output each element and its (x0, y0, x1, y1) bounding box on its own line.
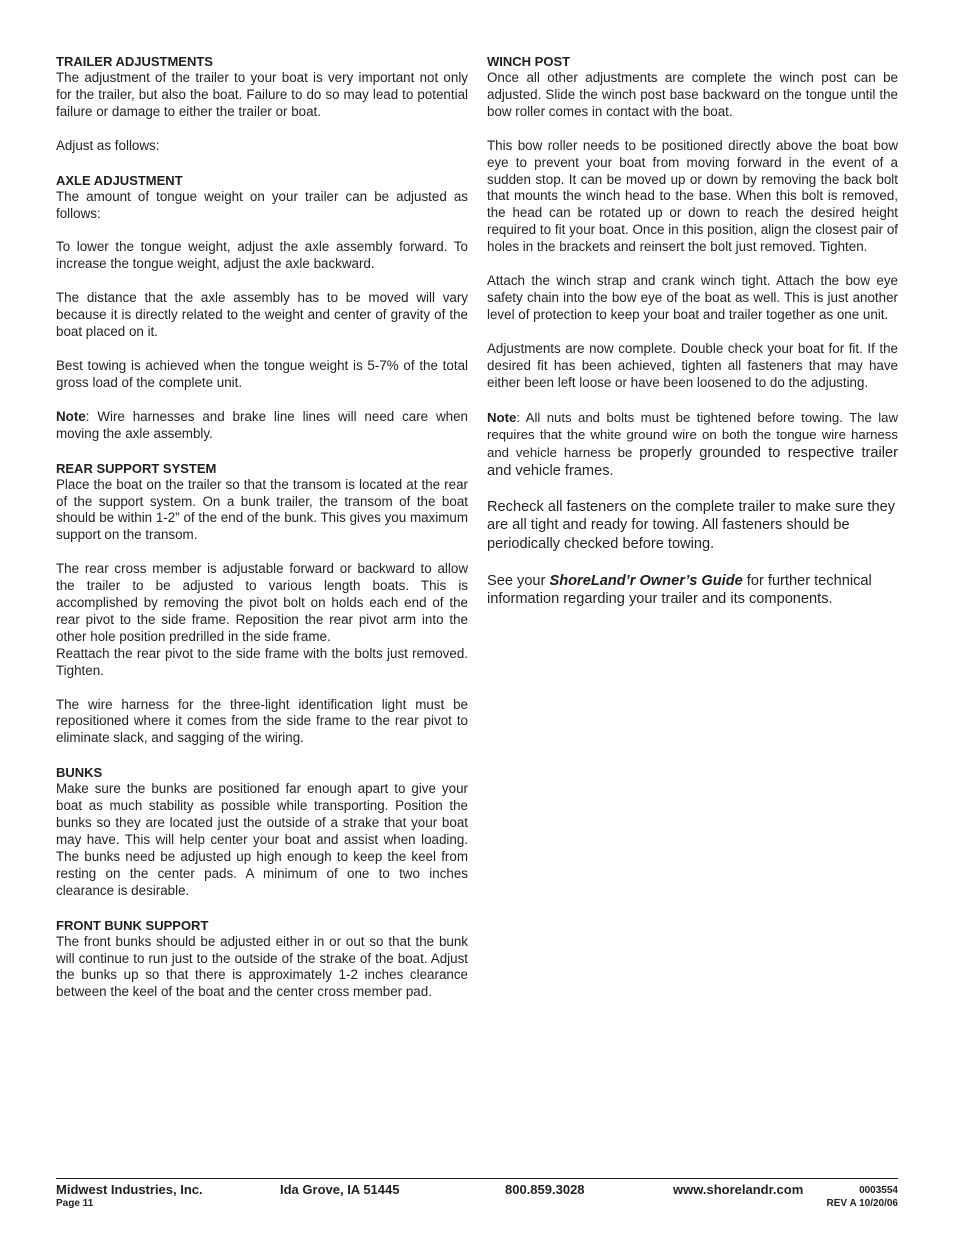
section-heading-front-bunk-support: FRONT BUNK SUPPORT (56, 917, 209, 933)
right-column (487, 53, 898, 627)
recheck-paragraph: Recheck all fasteners on the complete trailer to make sure they are all tight and ready for towing. All fasteners should be periodically checked before towing. (487, 498, 896, 552)
guide-pre-text: See your (487, 572, 550, 589)
paragraph: This bow roller needs to be positioned directly above the boat bow eye to prevent your boat from moving forward in the event of a sudden stop. It can be moved up or down by removing the back bolt that mounts the winch head to the base. When this bolt is removed, the head can be rotated up or down to reach the desired height required to fit your boat. Once in this position, align the closest pair of holes in the brackets and reinsert the bolt just removed. Tighten. (487, 137, 898, 255)
section-heading-winch-post: WINCH POST (487, 54, 571, 69)
section-heading-trailer-adjustments: TRAILER ADJUSTMENTS (56, 54, 213, 69)
paragraph: The wire harness for the three-light identification light must be repositioned where it comes from the side frame to the rear pivot to eliminate slack, and sagging of the wiring. (56, 696, 468, 746)
paragraph: Attach the winch strap and crank winch tight. Attach the bow eye safety chain into the bow eye of the boat as well. This is just another level of protection to keep your boat and trailer together as one unit. (487, 273, 898, 322)
footer-city: Ida Grove, IA 51445 (280, 1182, 400, 1197)
note-text: : All nuts and bolts must be tightened before towing. The law requires that the white ground wire on both the tongue wire harness and vehicle harness be (487, 409, 898, 460)
paragraph: Make sure the bunks are positioned far enough apart to give your boat as much stability as possible while transporting. Position the bunks so they are located just the outside of a strake that your boat may have. This will help center your boat and assist when loading. The bunks need be adjusted up high enough to keep the keel from resting on the center pads. A minimum of one to two inches clearance is desirable. (56, 781, 468, 898)
paragraph: Reattach the rear pivot to the side frame with the bolts just removed. Tighten. (56, 645, 468, 678)
paragraph: The adjustment of the trailer to your boat is very important not only for the trailer, but also the boat. Failure to do so may lead to potential failure or damage to either the trailer or boat. (56, 70, 468, 119)
paragraph: The front bunks should be adjusted either in or out so that the bunk will continue to run just to the outside of the strake of the boat. Adjust the bunks up so that there is approximately 1-2 inches clearance between the keel of the boat and the center cross member pad. (56, 933, 468, 1000)
footer-page-number: Page 11 (56, 1198, 94, 1209)
footer-doc-number: 0003554 (859, 1185, 898, 1196)
paragraph: The amount of tongue weight on your trailer can be adjusted as follows: (56, 188, 468, 221)
note-label: Note (56, 408, 86, 424)
note-text-large: properly grounded to respective trailer and vehicle frames. (487, 444, 898, 479)
section-heading-rear-support-system: REAR SUPPORT SYSTEM (56, 460, 217, 476)
section-heading-bunks: BUNKS (56, 765, 103, 781)
footer-phone: 800.859.3028 (505, 1182, 585, 1197)
paragraph: Place the boat on the trailer so that the transom is located at the rear of the support system. On a bunk trailer, the transom of the boat should be within 1-2” of the end of the bunk. This gives you maximum support on the transom. (56, 476, 468, 543)
footer-divider (56, 1178, 898, 1179)
paragraph: Adjustments are now complete. Double check your boat for fit. If the desired fit has been achieved, tighten all fasteners that may have either been left loose or have been loosened to do the adjusting. (487, 340, 898, 390)
section-heading-axle-adjustment: AXLE ADJUSTMENT (56, 172, 183, 188)
owners-guide-title: ShoreLand’r Owner’s Guide (549, 572, 743, 589)
footer-revision: REV A 10/20/06 (826, 1198, 898, 1209)
paragraph: The distance that the axle assembly has to be moved will vary because it is directly related to the weight and center of gravity of the boat placed on it. (56, 290, 468, 340)
footer-website: www.shorelandr.com (673, 1182, 804, 1197)
paragraph: Best towing is achieved when the tongue weight is 5-7% of the total gross load of the complete unit. (56, 357, 468, 390)
paragraph: The rear cross member is adjustable forward or backward to allow the trailer to be adjusted to various length boats. This is accomplished by removing the pivot bolt on holds each end of the rear pivot to the side frame. Reposition the rear pivot arm into the other hole position predrilled in the side frame. (56, 561, 468, 644)
note-label: Note (487, 409, 517, 425)
note-text: : Wire harnesses and brake line lines will need care when moving the axle assembly. (56, 408, 468, 441)
left-column (56, 53, 468, 1018)
owners-guide-paragraph (487, 572, 898, 609)
paragraph: Once all other adjustments are complete the winch post can be adjusted. Slide the winch post base backward on the tongue until the bow roller comes in contact with the boat. (487, 70, 898, 119)
note-paragraph (56, 409, 468, 443)
footer-company: Midwest Industries, Inc. (56, 1182, 203, 1197)
guide-post-text: for further technical information regarding your trailer and its components. (487, 572, 872, 607)
note-paragraph (487, 409, 898, 481)
paragraph: Adjust as follows: (56, 137, 160, 153)
paragraph: To lower the tongue weight, adjust the axle assembly forward. To increase the tongue weight, adjust the axle backward. (56, 239, 468, 272)
